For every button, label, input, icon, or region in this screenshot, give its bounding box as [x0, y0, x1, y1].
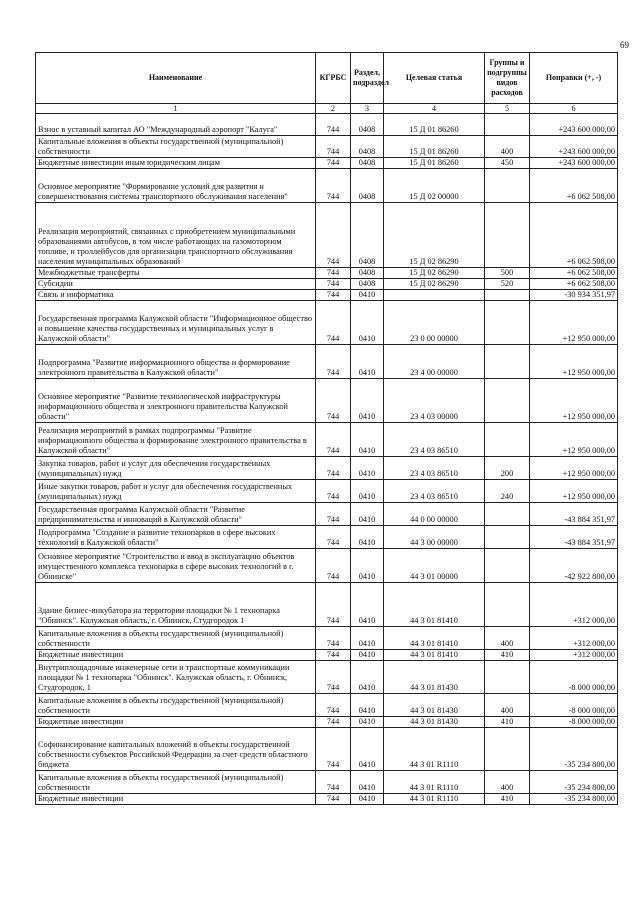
row-amount-cell: +312 000,00: [530, 650, 618, 661]
row-kgrbs-cell: 744: [316, 158, 351, 169]
row-expense-group-cell: [485, 583, 530, 627]
row-section-cell: 0410: [351, 457, 384, 480]
table-row: [36, 583, 618, 627]
row-kgrbs-cell: 744: [316, 203, 351, 268]
col-number: 1: [36, 104, 316, 114]
row-kgrbs-cell: 744: [316, 169, 351, 203]
table-row: [36, 114, 618, 136]
row-target-cell: 23 4 00 00000: [384, 345, 485, 379]
row-section-cell: 0410: [351, 549, 384, 583]
row-expense-group-cell: [485, 290, 530, 301]
row-expense-group-cell: 400: [485, 771, 530, 794]
table-row: [36, 661, 618, 694]
row-target-cell: 15 Д 02 00000: [384, 169, 485, 203]
row-target-cell: 23 4 03 86510: [384, 423, 485, 457]
row-kgrbs-cell: 744: [316, 114, 351, 136]
row-target-cell: 44 3 01 R1110: [384, 728, 485, 771]
row-section-cell: 0410: [351, 583, 384, 627]
row-section-cell: 0410: [351, 661, 384, 694]
row-target-cell: 44 0 00 00000: [384, 503, 485, 526]
row-amount-cell: +12 950 000,00: [530, 457, 618, 480]
row-section-cell: 0408: [351, 268, 384, 279]
row-expense-group-cell: 400: [485, 627, 530, 650]
row-expense-group-cell: 410: [485, 650, 530, 661]
row-amount-cell: +243 600 000,00: [530, 114, 618, 136]
row-target-cell: 15 Д 01 86260: [384, 114, 485, 136]
row-expense-group-cell: [485, 549, 530, 583]
row-amount-cell: +12 950 000,00: [530, 379, 618, 423]
row-target-cell: 44 3 01 81430: [384, 694, 485, 717]
row-kgrbs-cell: 744: [316, 728, 351, 771]
header-row: [36, 53, 618, 104]
table-row: [36, 301, 618, 345]
row-name-cell: Бюджетные инвестиции: [36, 650, 316, 661]
row-target-cell: 44 3 01 81410: [384, 627, 485, 650]
budget-amendments-table: [35, 52, 618, 805]
row-kgrbs-cell: 744: [316, 480, 351, 503]
row-section-cell: 0410: [351, 771, 384, 794]
col-header-section: Раздел, подраздел: [351, 53, 384, 104]
row-amount-cell: +6 062 508,00: [530, 268, 618, 279]
row-name-cell: Внутриплощадочные инженерные сети и транспортные коммуникации площадки № 1 технопарка "Обнинск". Калужская область, г. Обнинск, Студгородок, 1: [36, 661, 316, 694]
row-expense-group-cell: 450: [485, 158, 530, 169]
row-name-cell: Бюджетные инвестиции: [36, 717, 316, 728]
table-row: [36, 136, 618, 158]
row-target-cell: 23 0 00 00000: [384, 301, 485, 345]
row-name-cell: Подпрограмма "Развитие информационного общества и формирование электронного правительства в Калужской области": [36, 345, 316, 379]
row-amount-cell: +312 000,00: [530, 627, 618, 650]
row-amount-cell: -8 000 000,00: [530, 694, 618, 717]
row-amount-cell: +12 950 000,00: [530, 480, 618, 503]
row-expense-group-cell: [485, 423, 530, 457]
row-section-cell: 0410: [351, 379, 384, 423]
row-name-cell: Здание бизнес-инкубатора на территории площадки № 1 технопарка "Обнинск". Калужская область, г. Обнинск, Студгородок 1: [36, 583, 316, 627]
row-name-cell: Подпрограмма "Создание и развитие технопарков в сфере высоких технологий в Калужской области": [36, 526, 316, 549]
row-amount-cell: +6 062 508,00: [530, 279, 618, 290]
table-row: [36, 771, 618, 794]
row-kgrbs-cell: 744: [316, 771, 351, 794]
row-kgrbs-cell: 744: [316, 694, 351, 717]
table-row: [36, 203, 618, 268]
table-row: [36, 268, 618, 279]
row-section-cell: 0410: [351, 503, 384, 526]
row-amount-cell: -35 234 800,00: [530, 794, 618, 805]
row-kgrbs-cell: 744: [316, 794, 351, 805]
col-header-name: Наименование: [36, 53, 316, 104]
row-kgrbs-cell: 744: [316, 549, 351, 583]
row-target-cell: 15 Д 01 86260: [384, 158, 485, 169]
row-name-cell: Софинансирование капитальных вложений в объекты государственной собственности субъектов Российской Федерации за счет средств областного бюджета: [36, 728, 316, 771]
row-amount-cell: -8 000 000,00: [530, 661, 618, 694]
col-number: 2: [316, 104, 351, 114]
table-row: [36, 650, 618, 661]
row-name-cell: Капитальные вложения в объекты государственной (муниципальной) собственности: [36, 694, 316, 717]
row-amount-cell: -42 922 800,00: [530, 549, 618, 583]
row-name-cell: Межбюджетные трансферты: [36, 268, 316, 279]
row-target-cell: 44 3 01 00000: [384, 549, 485, 583]
table-row: [36, 728, 618, 771]
row-expense-group-cell: 240: [485, 480, 530, 503]
table-row: [36, 627, 618, 650]
row-section-cell: 0410: [351, 345, 384, 379]
row-section-cell: 0410: [351, 526, 384, 549]
col-number: 4: [384, 104, 485, 114]
row-target-cell: 44 3 00 00000: [384, 526, 485, 549]
col-header-kgrbs: КГРБС: [316, 53, 351, 104]
row-target-cell: 23 4 03 86510: [384, 457, 485, 480]
row-expense-group-cell: 400: [485, 136, 530, 158]
row-target-cell: 44 3 01 R1110: [384, 794, 485, 805]
row-section-cell: 0410: [351, 717, 384, 728]
row-section-cell: 0410: [351, 694, 384, 717]
col-number: 3: [351, 104, 384, 114]
row-name-cell: Бюджетные инвестиции иным юридическим лицам: [36, 158, 316, 169]
row-kgrbs-cell: 744: [316, 526, 351, 549]
row-name-cell: Реализация мероприятий в рамках подпрограммы "Развитие информационного общества и формирование электронного правительства в Калужской области": [36, 423, 316, 457]
row-amount-cell: +243 600 000,00: [530, 136, 618, 158]
row-section-cell: 0410: [351, 423, 384, 457]
row-expense-group-cell: 500: [485, 268, 530, 279]
col-header-target: Целевая статья: [384, 53, 485, 104]
row-target-cell: 23 4 03 86510: [384, 480, 485, 503]
row-target-cell: 15 Д 01 86260: [384, 136, 485, 158]
row-expense-group-cell: [485, 169, 530, 203]
row-kgrbs-cell: 744: [316, 379, 351, 423]
row-name-cell: Капитальные вложения в объекты государственной (муниципальной) собственности: [36, 771, 316, 794]
row-kgrbs-cell: 744: [316, 423, 351, 457]
table-row: [36, 794, 618, 805]
row-target-cell: 44 3 01 R1110: [384, 771, 485, 794]
row-target-cell: 44 3 01 81430: [384, 661, 485, 694]
row-target-cell: 44 3 01 81430: [384, 717, 485, 728]
row-expense-group-cell: [485, 728, 530, 771]
row-section-cell: 0408: [351, 169, 384, 203]
row-amount-cell: +6 062 508,00: [530, 169, 618, 203]
row-name-cell: Государственная программа Калужской области "Информационное общество и повышение качества государственных и муниципальных услуг в Калужской области": [36, 301, 316, 345]
table-row: [36, 480, 618, 503]
row-expense-group-cell: 520: [485, 279, 530, 290]
row-target-cell: 15 Д 02 86290: [384, 203, 485, 268]
row-section-cell: 0408: [351, 114, 384, 136]
col-header-groups: Группы и подгруппы видов расходов: [485, 53, 530, 104]
row-expense-group-cell: 410: [485, 717, 530, 728]
row-kgrbs-cell: 744: [316, 627, 351, 650]
col-number: 5: [485, 104, 530, 114]
row-expense-group-cell: [485, 503, 530, 526]
row-amount-cell: -8 000 000,00: [530, 717, 618, 728]
row-target-cell: 44 3 01 81410: [384, 583, 485, 627]
row-kgrbs-cell: 744: [316, 583, 351, 627]
row-target-cell: 15 Д 02 86290: [384, 279, 485, 290]
row-kgrbs-cell: 744: [316, 279, 351, 290]
row-name-cell: Капитальные вложения в объекты государственной (муниципальной) собственности: [36, 627, 316, 650]
row-section-cell: 0408: [351, 279, 384, 290]
row-section-cell: 0410: [351, 794, 384, 805]
row-target-cell: 23 4 03 00000: [384, 379, 485, 423]
row-expense-group-cell: [485, 203, 530, 268]
table-row: [36, 526, 618, 549]
row-amount-cell: -35 234 800,00: [530, 771, 618, 794]
table-row: [36, 503, 618, 526]
table-row: [36, 379, 618, 423]
page-number: 69: [620, 40, 629, 50]
row-expense-group-cell: 200: [485, 457, 530, 480]
row-amount-cell: -30 934 351,97: [530, 290, 618, 301]
row-name-cell: Реализация мероприятий, связанных с приобретением муниципальными образованиями автобусов, в том числе работающих на газомоторном топливе, и троллейбусов для организации транспортного обслуживания населения муниципальных образований: [36, 203, 316, 268]
column-number-row: [36, 104, 618, 114]
row-section-cell: 0410: [351, 627, 384, 650]
row-expense-group-cell: [485, 114, 530, 136]
row-section-cell: 0408: [351, 203, 384, 268]
row-name-cell: Основное мероприятие "Развитие технологической инфраструктуры информационного общества и электронного правительства Калужской области": [36, 379, 316, 423]
table-row: [36, 169, 618, 203]
row-target-cell: [384, 290, 485, 301]
row-section-cell: 0410: [351, 728, 384, 771]
table-row: [36, 694, 618, 717]
row-kgrbs-cell: 744: [316, 650, 351, 661]
table-row: [36, 290, 618, 301]
row-amount-cell: -35 234 800,00: [530, 728, 618, 771]
row-amount-cell: +12 950 000,00: [530, 301, 618, 345]
row-name-cell: Иные закупки товаров, работ и услуг для обеспечения государственных (муниципальных) нужд: [36, 480, 316, 503]
table-body: [36, 114, 618, 805]
col-number: 6: [530, 104, 618, 114]
row-name-cell: Капитальные вложения в объекты государственной (муниципальной) собственности: [36, 136, 316, 158]
row-section-cell: 0410: [351, 290, 384, 301]
table-row: [36, 158, 618, 169]
table-row: [36, 457, 618, 480]
row-name-cell: Бюджетные инвестиции: [36, 794, 316, 805]
row-amount-cell: -43 884 351,97: [530, 526, 618, 549]
row-expense-group-cell: [485, 345, 530, 379]
row-target-cell: 15 Д 02 86290: [384, 268, 485, 279]
col-header-amendments: Поправки (+, -): [530, 53, 618, 104]
row-name-cell: Субсидии: [36, 279, 316, 290]
row-expense-group-cell: [485, 526, 530, 549]
row-amount-cell: -43 884 351,97: [530, 503, 618, 526]
row-section-cell: 0410: [351, 650, 384, 661]
row-name-cell: Закупка товаров, работ и услуг для обеспечения государственных (муниципальных) нужд: [36, 457, 316, 480]
table-row: [36, 423, 618, 457]
row-name-cell: Основное мероприятие "Строительство и ввод в эксплуатацию объектов имущественного комплекса технопарка в сфере высоких технологий в г. Обнинске": [36, 549, 316, 583]
row-expense-group-cell: 410: [485, 794, 530, 805]
row-kgrbs-cell: 744: [316, 136, 351, 158]
row-expense-group-cell: [485, 301, 530, 345]
row-kgrbs-cell: 744: [316, 503, 351, 526]
row-section-cell: 0410: [351, 301, 384, 345]
table-row: [36, 345, 618, 379]
row-name-cell: Основное мероприятие "Формирование условий для развития и совершенствования системы транспортного обслуживания населения": [36, 169, 316, 203]
row-kgrbs-cell: 744: [316, 457, 351, 480]
row-kgrbs-cell: 744: [316, 661, 351, 694]
row-amount-cell: +6 062 508,00: [530, 203, 618, 268]
row-amount-cell: +312 000,00: [530, 583, 618, 627]
row-kgrbs-cell: 744: [316, 345, 351, 379]
row-name-cell: Взнос в уставный капитал АО "Международный аэропорт "Калуга": [36, 114, 316, 136]
row-name-cell: Связь и информатика: [36, 290, 316, 301]
row-amount-cell: +12 950 000,00: [530, 345, 618, 379]
row-kgrbs-cell: 744: [316, 268, 351, 279]
table-row: [36, 549, 618, 583]
row-name-cell: Государственная программа Калужской области "Развитие предпринимательства и инноваций в Калужской области": [36, 503, 316, 526]
row-amount-cell: +12 950 000,00: [530, 423, 618, 457]
row-section-cell: 0408: [351, 158, 384, 169]
row-expense-group-cell: [485, 379, 530, 423]
row-expense-group-cell: 400: [485, 694, 530, 717]
table-row: [36, 279, 618, 290]
row-amount-cell: +243 600 000,00: [530, 158, 618, 169]
row-target-cell: 44 3 01 81410: [384, 650, 485, 661]
row-kgrbs-cell: 744: [316, 290, 351, 301]
table-row: [36, 717, 618, 728]
row-kgrbs-cell: 744: [316, 301, 351, 345]
row-section-cell: 0408: [351, 136, 384, 158]
row-section-cell: 0410: [351, 480, 384, 503]
row-kgrbs-cell: 744: [316, 717, 351, 728]
row-expense-group-cell: [485, 661, 530, 694]
